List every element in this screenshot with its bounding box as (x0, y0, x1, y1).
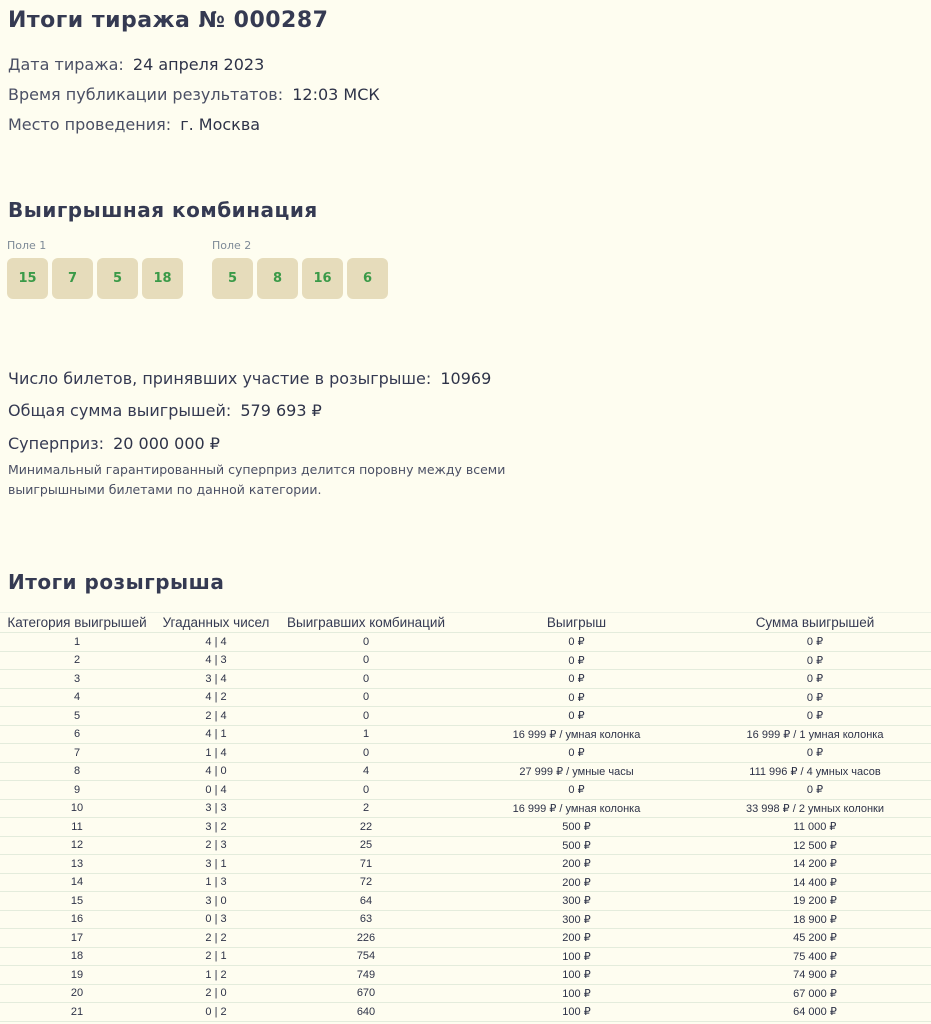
cell-prize: 0 ₽ (454, 651, 699, 670)
superprize (8, 434, 220, 453)
table-row (0, 781, 931, 800)
table-row (0, 947, 931, 966)
cell-prize: 0 ₽ (454, 670, 699, 689)
cell-category: 6 (0, 725, 154, 744)
cell-category: 9 (0, 781, 154, 800)
cell-winning-combinations: 226 (278, 929, 454, 948)
cell-prize-total: 0 ₽ (699, 744, 931, 763)
cell-guessed: 4 | 0 (154, 762, 278, 781)
cell-category: 18 (0, 947, 154, 966)
field-1-ball: 7 (52, 258, 93, 299)
tickets-count-value: 10969 (440, 369, 492, 388)
tickets-count-label: Число билетов, принявших участие в розыгрыше: (8, 369, 432, 388)
superprize-note: Минимальный гарантированный суперприз делится поровну между всеми выигрышными билетами по данной категории. (8, 462, 506, 497)
cell-prize-total: 19 200 ₽ (699, 892, 931, 911)
cell-prize-total: 0 ₽ (699, 707, 931, 726)
cell-prize-total: 67 000 ₽ (699, 984, 931, 1003)
cell-prize-total: 11 000 ₽ (699, 818, 931, 837)
cell-winning-combinations: 72 (278, 873, 454, 892)
table-row (0, 670, 931, 689)
cell-guessed: 3 | 4 (154, 670, 278, 689)
cell-guessed: 3 | 2 (154, 818, 278, 837)
results-table (0, 612, 931, 1022)
cell-prize: 0 ₽ (454, 707, 699, 726)
table-row (0, 873, 931, 892)
cell-category: 11 (0, 818, 154, 837)
cell-winning-combinations: 25 (278, 836, 454, 855)
cell-prize-total: 0 ₽ (699, 781, 931, 800)
table-row (0, 651, 931, 670)
cell-winning-combinations: 749 (278, 966, 454, 985)
winning-combination-title: Выигрышная комбинация (8, 198, 318, 222)
cell-winning-combinations: 64 (278, 892, 454, 911)
cell-category: 7 (0, 744, 154, 763)
table-row (0, 707, 931, 726)
cell-guessed: 1 | 2 (154, 966, 278, 985)
cell-prize: 100 ₽ (454, 947, 699, 966)
field-1-ball: 18 (142, 258, 183, 299)
cell-prize-total: 0 ₽ (699, 688, 931, 707)
field-2-balls (212, 258, 388, 299)
cell-prize-total: 14 200 ₽ (699, 855, 931, 874)
draw-date-label: Дата тиража: (8, 55, 124, 74)
table-row (0, 910, 931, 929)
cell-category: 17 (0, 929, 154, 948)
cell-prize: 27 999 ₽ / умные часы (454, 762, 699, 781)
cell-prize-total: 18 900 ₽ (699, 910, 931, 929)
cell-prize-total: 0 ₽ (699, 670, 931, 689)
table-row (0, 1003, 931, 1022)
cell-prize-total: 74 900 ₽ (699, 966, 931, 985)
cell-prize: 200 ₽ (454, 929, 699, 948)
cell-guessed: 3 | 0 (154, 892, 278, 911)
cell-category: 12 (0, 836, 154, 855)
field-2 (212, 240, 388, 299)
cell-guessed: 2 | 0 (154, 984, 278, 1003)
cell-guessed: 3 | 3 (154, 799, 278, 818)
cell-prize: 0 ₽ (454, 781, 699, 800)
superprize-value: 20 000 000 ₽ (113, 434, 220, 453)
cell-guessed: 4 | 2 (154, 688, 278, 707)
field-2-ball: 6 (347, 258, 388, 299)
cell-guessed: 1 | 4 (154, 744, 278, 763)
cell-category: 4 (0, 688, 154, 707)
header-prize: Выигрыш (454, 613, 699, 633)
draw-place-label: Место проведения: (8, 115, 172, 134)
cell-guessed: 0 | 4 (154, 781, 278, 800)
table-row (0, 799, 931, 818)
cell-winning-combinations: 63 (278, 910, 454, 929)
publication-time (8, 85, 380, 104)
table-row (0, 744, 931, 763)
cell-prize: 100 ₽ (454, 1003, 699, 1022)
cell-category: 3 (0, 670, 154, 689)
draw-date-value: 24 апреля 2023 (132, 55, 265, 74)
field-2-ball: 16 (302, 258, 343, 299)
cell-winning-combinations: 0 (278, 633, 454, 652)
cell-winning-combinations: 0 (278, 744, 454, 763)
cell-winning-combinations: 71 (278, 855, 454, 874)
cell-category: 8 (0, 762, 154, 781)
table-row (0, 836, 931, 855)
draw-place-value: г. Москва (180, 115, 261, 134)
publication-time-label: Время публикации результатов: (8, 85, 284, 104)
cell-guessed: 4 | 1 (154, 725, 278, 744)
cell-guessed: 0 | 2 (154, 1003, 278, 1022)
cell-guessed: 2 | 2 (154, 929, 278, 948)
cell-prize-total: 0 ₽ (699, 633, 931, 652)
cell-prize-total: 64 000 ₽ (699, 1003, 931, 1022)
results-header-row (0, 613, 931, 633)
cell-category: 14 (0, 873, 154, 892)
field-2-ball: 8 (257, 258, 298, 299)
table-row (0, 984, 931, 1003)
header-winning-combinations: Выигравших комбинаций (278, 613, 454, 633)
cell-prize: 100 ₽ (454, 984, 699, 1003)
cell-winning-combinations: 754 (278, 947, 454, 966)
cell-winning-combinations: 0 (278, 670, 454, 689)
page-title: Итоги тиража № 000287 (8, 8, 329, 33)
header-prize-total: Сумма выигрышей (699, 613, 931, 633)
cell-winning-combinations: 0 (278, 688, 454, 707)
cell-prize: 0 ₽ (454, 688, 699, 707)
cell-winning-combinations: 0 (278, 781, 454, 800)
cell-prize-total: 33 998 ₽ / 2 умных колонки (699, 799, 931, 818)
cell-category: 21 (0, 1003, 154, 1022)
cell-prize-total: 12 500 ₽ (699, 836, 931, 855)
cell-winning-combinations: 640 (278, 1003, 454, 1022)
cell-winning-combinations: 4 (278, 762, 454, 781)
cell-guessed: 3 | 1 (154, 855, 278, 874)
cell-prize: 300 ₽ (454, 910, 699, 929)
cell-category: 13 (0, 855, 154, 874)
draw-date (8, 55, 264, 74)
cell-guessed: 2 | 1 (154, 947, 278, 966)
field-1-ball: 15 (7, 258, 48, 299)
cell-guessed: 0 | 3 (154, 910, 278, 929)
cell-category: 5 (0, 707, 154, 726)
cell-category: 10 (0, 799, 154, 818)
cell-guessed: 2 | 3 (154, 836, 278, 855)
cell-prize-total: 75 400 ₽ (699, 947, 931, 966)
cell-prize: 100 ₽ (454, 966, 699, 985)
cell-prize-total: 111 996 ₽ / 4 умных часов (699, 762, 931, 781)
cell-prize-total: 16 999 ₽ / 1 умная колонка (699, 725, 931, 744)
table-row (0, 892, 931, 911)
cell-prize: 300 ₽ (454, 892, 699, 911)
total-winnings (8, 401, 322, 420)
field-1-label: Поле 1 (7, 239, 47, 252)
table-row (0, 855, 931, 874)
cell-winning-combinations: 670 (278, 984, 454, 1003)
cell-category: 2 (0, 651, 154, 670)
cell-prize-total: 45 200 ₽ (699, 929, 931, 948)
cell-guessed: 1 | 3 (154, 873, 278, 892)
header-category: Категория выигрышей (0, 613, 154, 633)
results-title: Итоги розыгрыша (8, 570, 225, 594)
field-2-label: Поле 2 (212, 239, 252, 252)
field-2-ball: 5 (212, 258, 253, 299)
cell-winning-combinations: 0 (278, 707, 454, 726)
cell-category: 1 (0, 633, 154, 652)
table-row (0, 762, 931, 781)
draw-place (8, 115, 260, 134)
cell-winning-combinations: 2 (278, 799, 454, 818)
cell-winning-combinations: 22 (278, 818, 454, 837)
field-1-ball: 5 (97, 258, 138, 299)
cell-winning-combinations: 0 (278, 651, 454, 670)
publication-time-value: 12:03 МСК (292, 85, 380, 104)
header-guessed: Угаданных чисел (154, 613, 278, 633)
cell-guessed: 4 | 3 (154, 651, 278, 670)
cell-guessed: 2 | 4 (154, 707, 278, 726)
cell-prize: 0 ₽ (454, 744, 699, 763)
cell-category: 19 (0, 966, 154, 985)
cell-prize: 500 ₽ (454, 836, 699, 855)
table-row (0, 688, 931, 707)
cell-prize: 500 ₽ (454, 818, 699, 837)
cell-prize-total: 14 400 ₽ (699, 873, 931, 892)
cell-prize: 0 ₽ (454, 633, 699, 652)
table-row (0, 725, 931, 744)
table-row (0, 633, 931, 652)
cell-prize: 16 999 ₽ / умная колонка (454, 725, 699, 744)
cell-category: 15 (0, 892, 154, 911)
tickets-count (8, 369, 491, 388)
cell-category: 20 (0, 984, 154, 1003)
cell-prize: 16 999 ₽ / умная колонка (454, 799, 699, 818)
total-winnings-label: Общая сумма выигрышей: (8, 401, 232, 420)
field-1-balls (7, 258, 183, 299)
cell-prize-total: 0 ₽ (699, 651, 931, 670)
cell-category: 16 (0, 910, 154, 929)
cell-prize: 200 ₽ (454, 855, 699, 874)
cell-prize: 200 ₽ (454, 873, 699, 892)
superprize-label: Суперприз: (8, 434, 105, 453)
table-row (0, 818, 931, 837)
cell-winning-combinations: 1 (278, 725, 454, 744)
results-body (0, 633, 931, 1022)
total-winnings-value: 579 693 ₽ (240, 401, 322, 420)
table-row (0, 929, 931, 948)
table-row (0, 966, 931, 985)
field-1 (7, 240, 183, 299)
cell-guessed: 4 | 4 (154, 633, 278, 652)
